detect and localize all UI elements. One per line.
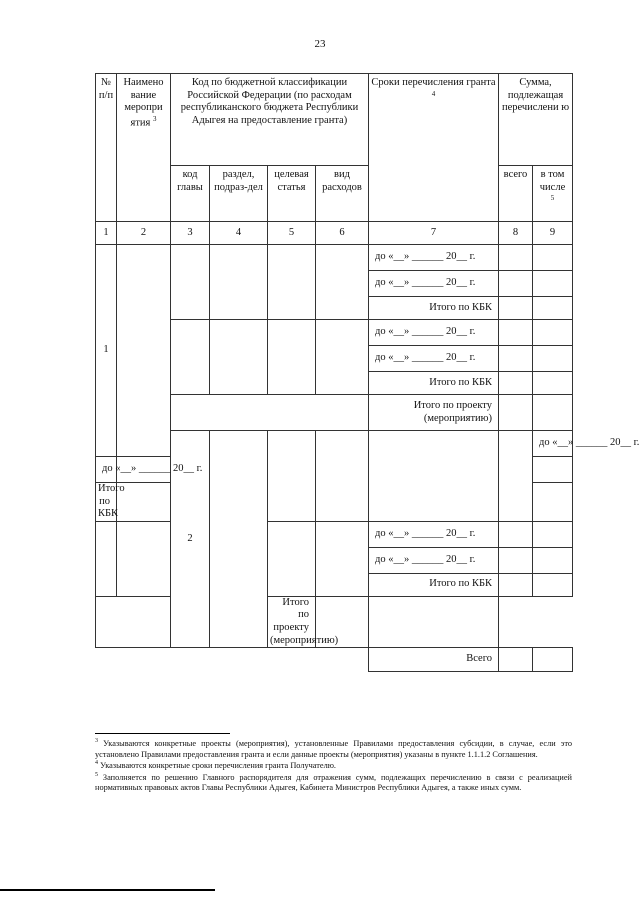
transfer-date: до «__» ______ 20__ г. xyxy=(533,431,573,457)
sum-including-cell xyxy=(533,547,573,573)
group-number: 2 xyxy=(171,431,210,648)
transfer-date: до «__» ______ 20__ г. xyxy=(369,547,499,573)
sum-total-cell xyxy=(499,245,533,271)
kod-glavy-cell xyxy=(171,320,210,395)
vid-cell xyxy=(316,245,369,320)
col-number: 1 xyxy=(96,222,117,245)
sum-including-cell xyxy=(533,573,573,596)
sum-including-cell xyxy=(533,271,573,297)
sum-including-cell xyxy=(533,297,573,320)
col-number: 9 xyxy=(533,222,573,245)
celevaya-cell xyxy=(268,320,316,395)
transfer-date: до «__» ______ 20__ г. xyxy=(369,521,499,547)
itogo-project-label: Итого по проекту (мероприятию) xyxy=(369,395,499,431)
razdel-cell xyxy=(210,245,268,320)
itogo-kbk-label: Итого по КБК xyxy=(96,483,117,522)
sum-including-cell xyxy=(533,457,573,483)
header-razdel: раздел, подраз-дел xyxy=(210,166,268,222)
celevaya-cell xyxy=(268,245,316,320)
celevaya-cell xyxy=(369,431,499,522)
header-vsego: всего xyxy=(499,166,533,222)
vid-cell xyxy=(316,521,369,596)
header-terms: Сроки перечисления гранта $^4$ xyxy=(369,74,499,222)
header-name: Наимено вание меропри ятия $^3$ xyxy=(117,74,171,222)
col-number: 2 xyxy=(117,222,171,245)
footnote-ref-5: 5 xyxy=(550,194,555,203)
sum-total-cell xyxy=(499,521,533,547)
sum-including-cell xyxy=(533,245,573,271)
sum-including-cell xyxy=(533,521,573,547)
event-name-cell xyxy=(117,245,171,457)
itogo-kbk-label: Итого по КБК xyxy=(369,573,499,596)
sum-total-cell xyxy=(117,483,171,522)
kod-glavy-cell xyxy=(171,245,210,320)
sum-including-cell xyxy=(533,320,573,346)
header-num: № п/п xyxy=(96,74,117,222)
empty-kbk-cell xyxy=(96,596,268,647)
transfer-date: до «__» ______ 20__ г. xyxy=(369,271,499,297)
sum-including-cell xyxy=(533,372,573,395)
razdel-cell xyxy=(316,431,369,522)
header-celevaya: целевая статья xyxy=(268,166,316,222)
col-number: 6 xyxy=(316,222,369,245)
header-kbk: Код по бюджетной классификации Российской Федерации (по расходам республиканского бюджета Республики Адыгея на предоставление гранта) xyxy=(171,74,369,166)
empty-kbk-cell xyxy=(171,395,369,431)
sum-total-cell xyxy=(499,346,533,372)
grant-schedule-table xyxy=(95,73,640,672)
vid-cell xyxy=(499,431,533,522)
sum-including-cell xyxy=(369,596,499,647)
razdel-cell xyxy=(117,521,171,596)
sum-total-cell xyxy=(499,271,533,297)
footnotes xyxy=(95,738,572,794)
itogo-kbk-label: Итого по КБК xyxy=(369,297,499,320)
sum-including-cell xyxy=(533,346,573,372)
transfer-date: до «__» ______ 20__ г. xyxy=(369,245,499,271)
col-number: 8 xyxy=(499,222,533,245)
transfer-date: до «__» ______ 20__ г. xyxy=(96,457,117,483)
vsego-label: Всего xyxy=(369,648,499,672)
sum-total-cell xyxy=(499,320,533,346)
page-number: 23 xyxy=(314,38,326,50)
itogo-project-label: Итого по проекту (мероприятию) xyxy=(268,596,316,647)
razdel-cell xyxy=(210,320,268,395)
sum-including-cell xyxy=(533,648,573,672)
vid-cell xyxy=(316,320,369,395)
sum-total-cell xyxy=(499,648,533,672)
transfer-date: до «__» ______ 20__ г. xyxy=(369,320,499,346)
sum-total-cell xyxy=(499,395,533,431)
header-kod-glavy: код главы xyxy=(171,166,210,222)
footnote-4: $^4$ Указываются конкретные сроки перечисления гранта Получателю. xyxy=(95,760,336,771)
sum-total-cell xyxy=(499,297,533,320)
itogo-kbk-label: Итого по КБК xyxy=(369,372,499,395)
sum-total-cell xyxy=(499,547,533,573)
col-number: 4 xyxy=(210,222,268,245)
col-number: 3 xyxy=(171,222,210,245)
header-sum: Сумма, подлежащая перечислени ю xyxy=(499,74,573,166)
celevaya-cell xyxy=(268,521,316,596)
header-v-tom: в том числе $^5$ xyxy=(533,166,573,222)
header-vid: вид расходов xyxy=(316,166,369,222)
footnote-ref-3: 3 xyxy=(153,114,157,123)
kod-glavy-cell xyxy=(96,521,117,596)
footnote-ref-4: 4 xyxy=(431,89,436,98)
bottom-rule xyxy=(0,889,215,891)
col-number: 7 xyxy=(369,222,499,245)
footnote-3: $^3$ Указываются конкретные проекты (мероприятия), установленные Правилами предоставления субсидии, в случае, если это установлено Правилами предоставления гранта и если данные проекты (мероприятия) указаны в пункте 1.1.1.2 Соглашения. xyxy=(95,738,573,759)
kod-glavy-cell xyxy=(268,431,316,522)
group-number: 1 xyxy=(96,245,117,457)
transfer-date: до «__» ______ 20__ г. xyxy=(369,346,499,372)
sum-including-cell xyxy=(533,483,573,522)
footnote-5: $^5$ Заполняется по решению Главного распорядителя для отражения сумм, подлежащих перечислению в связи с реализацией нормативных правовых актов Главы Республики Адыгея, Кабинета Министров Республики Адыгея, а также иных сумм. xyxy=(95,771,572,793)
sum-total-cell xyxy=(499,372,533,395)
col-number: 5 xyxy=(268,222,316,245)
blank-area xyxy=(96,648,369,672)
sum-including-cell xyxy=(533,395,573,431)
sum-total-cell xyxy=(499,573,533,596)
footnote-separator xyxy=(95,733,230,734)
